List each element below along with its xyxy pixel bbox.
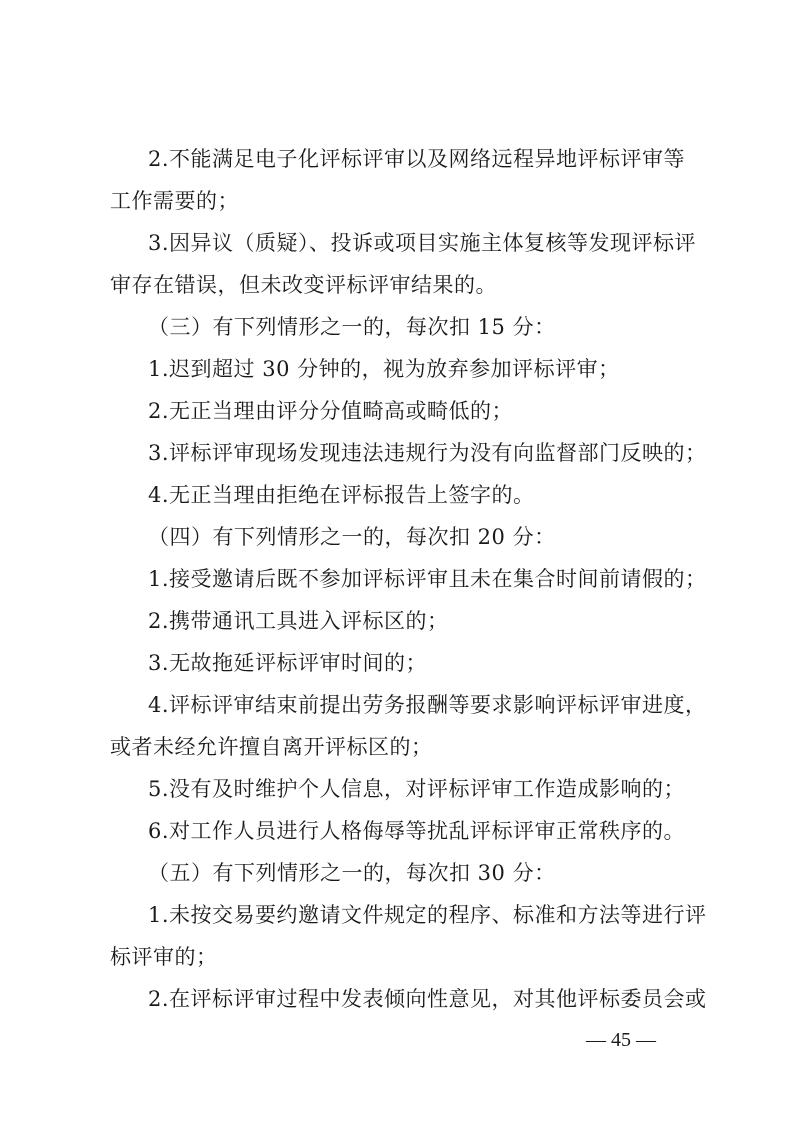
- page-number: — 45 —: [586, 1029, 656, 1051]
- paragraph-line: 6.对工作人员进行人格侮辱等扰乱评标评审正常秩序的。: [148, 819, 686, 843]
- paragraph-line: 5.没有及时维护个人信息，对评标评审工作造成影响的；: [148, 777, 686, 801]
- paragraph-line: 2.携带通讯工具进入评标区的；: [148, 609, 449, 633]
- paragraph-line: 标评审的；: [110, 945, 218, 969]
- section-heading: （四）有下列情形之一的，每次扣 20 分：: [148, 525, 556, 549]
- section-heading: （五）有下列情形之一的，每次扣 30 分：: [148, 861, 556, 885]
- paragraph-line: 审存在错误，但未改变评标评审结果的。: [110, 273, 497, 297]
- paragraph-line: 2.在评标评审过程中发表倾向性意见，对其他评标委员会或: [148, 987, 707, 1011]
- paragraph-line: 3.无故拖延评标评审时间的；: [148, 651, 428, 675]
- paragraph-line: 4.评标评审结束前提出劳务报酬等要求影响评标评审进度，: [148, 693, 707, 717]
- paragraph-line: 1.接受邀请后既不参加评标评审且未在集合时间前请假的；: [148, 567, 707, 591]
- section-heading: （三）有下列情形之一的，每次扣 15 分：: [148, 315, 556, 339]
- paragraph-line: 工作需要的；: [110, 189, 239, 213]
- paragraph-line: 1.迟到超过 30 分钟的，视为放弃参加评标评审；: [148, 357, 620, 381]
- paragraph-line: 2.不能满足电子化评标评审以及网络远程异地评标评审等: [148, 147, 686, 171]
- paragraph-line: 2.无正当理由评分分值畸高或畸低的；: [148, 399, 514, 423]
- paragraph-line: 1.未按交易要约邀请文件规定的程序、标准和方法等进行评: [148, 903, 707, 927]
- paragraph-line: 或者未经允许擅自离开评标区的；: [110, 735, 433, 759]
- paragraph-line: 3.评标评审现场发现违法违规行为没有向监督部门反映的；: [148, 441, 707, 465]
- paragraph-line: 3.因异议（质疑）、投诉或项目实施主体复核等发现评标评: [148, 231, 697, 255]
- paragraph-line: 4.无正当理由拒绝在评标报告上签字的。: [148, 483, 535, 507]
